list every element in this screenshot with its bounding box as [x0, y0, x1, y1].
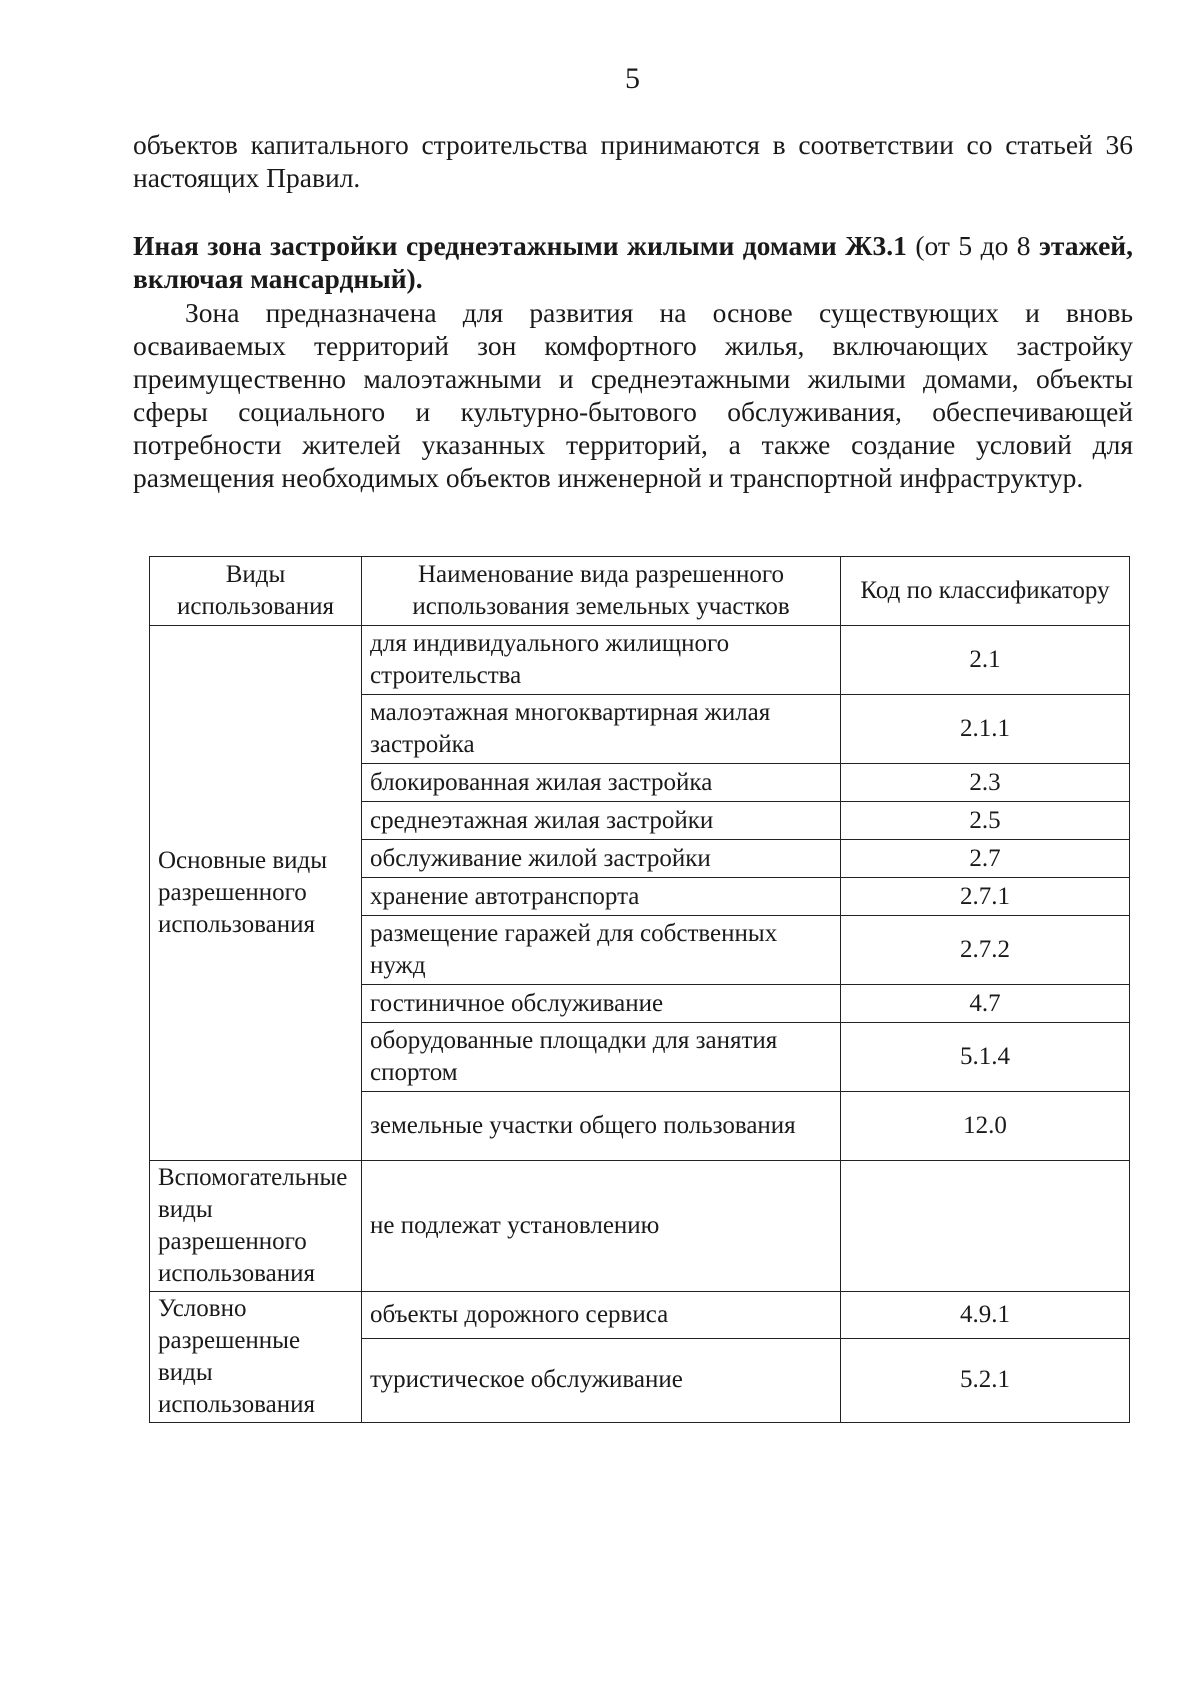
- use-code: 5.2.1: [841, 1338, 1130, 1422]
- use-code: 4.9.1: [841, 1292, 1130, 1339]
- use-name: обслуживание жилой застройки: [362, 840, 841, 878]
- use-name: блокированная жилая застройка: [362, 764, 841, 802]
- use-name: земельные участки общего пользования: [362, 1092, 841, 1161]
- use-code: 12.0: [841, 1092, 1130, 1161]
- use-name: размещение гаражей для собственных нужд: [362, 916, 841, 985]
- use-name: гостиничное обслуживание: [362, 985, 841, 1023]
- group-conditional: Условно разрешенные виды использования: [150, 1292, 362, 1423]
- land-use-table: [149, 556, 1130, 1423]
- page-number: 5: [625, 62, 640, 95]
- use-code: 2.3: [841, 764, 1130, 802]
- use-code: [841, 1161, 1130, 1292]
- use-name: малоэтажная многоквартирная жилая застройка: [362, 695, 841, 764]
- use-name: оборудованные площадки для занятия спортом: [362, 1023, 841, 1092]
- zone-heading: [133, 229, 1133, 295]
- use-code: 2.7.2: [841, 916, 1130, 985]
- use-name: для индивидуального жилищного строительства: [362, 626, 841, 695]
- use-code: 2.5: [841, 802, 1130, 840]
- use-code: 2.7.1: [841, 878, 1130, 916]
- table-row: [150, 1161, 1130, 1292]
- use-name: не подлежат установлению: [362, 1161, 841, 1292]
- use-name: хранение автотранспорта: [362, 878, 841, 916]
- intro-paragraph: объектов капитального строительства принимаются в соответствии со статьей 36 настоящих Правил.: [133, 129, 1133, 193]
- header-use-name: Наименование вида разрешенного использования земельных участков: [362, 557, 841, 626]
- use-code: 2.1: [841, 626, 1130, 695]
- group-auxiliary: Вспомогательные виды разрешенного использования: [150, 1161, 362, 1292]
- use-code: 2.7: [841, 840, 1130, 878]
- header-use-types: Виды использования: [150, 557, 362, 626]
- zone-heading-floors: (от 5 до 8: [915, 230, 1031, 261]
- table-row: [150, 626, 1130, 695]
- zone-heading-title: Иная зона застройки среднеэтажными жилыми домами Ж3.1: [133, 230, 907, 261]
- use-name: объекты дорожного сервиса: [362, 1292, 841, 1339]
- use-name: туристическое обслуживание: [362, 1338, 841, 1422]
- zone-description: Зона предназначена для развития на основе существующих и вновь осваиваемых территорий зон комфортного жилья, включающих застройку преимущественно малоэтажными и среднеэтажными жилыми домами, объекты сферы социального и культурно-бытового обслуживания, обеспечивающей потребности жителей указанных территорий, а также создание условий для размещения необходимых объектов инженерной и транспортной инфраструктур.: [133, 297, 1133, 493]
- zone-heading-tail: этажей, включая мансардный).: [133, 230, 1134, 294]
- table-row: [150, 1292, 1130, 1339]
- use-code: 5.1.4: [841, 1023, 1130, 1092]
- header-classifier-code: Код по классификатору: [841, 557, 1130, 626]
- group-main: Основные виды разрешенного использования: [150, 626, 362, 1161]
- use-code: 2.1.1: [841, 695, 1130, 764]
- use-name: среднеэтажная жилая застройки: [362, 802, 841, 840]
- use-code: 4.7: [841, 985, 1130, 1023]
